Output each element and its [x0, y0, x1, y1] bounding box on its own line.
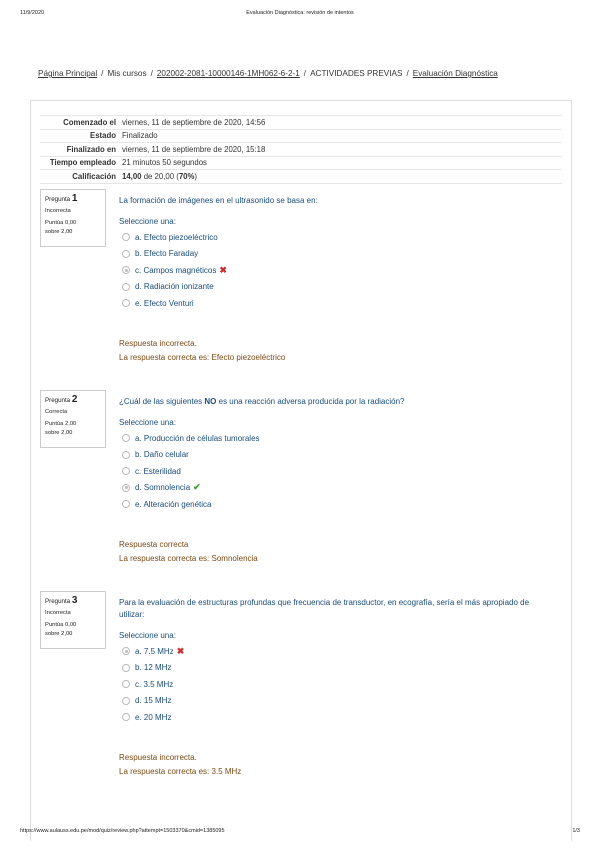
breadcrumb-separator: /	[150, 69, 153, 78]
answer-option[interactable]	[119, 295, 549, 312]
radio-button[interactable]	[122, 451, 130, 459]
radio-button[interactable]	[122, 299, 130, 307]
feedback-block	[119, 337, 285, 365]
summary-row-grade	[40, 170, 562, 184]
option-label: d. 15 MHz	[135, 696, 172, 706]
option-label: b. Daño celular	[135, 450, 189, 460]
summary-row-state	[40, 129, 562, 143]
grade-score: 14,00	[122, 171, 142, 181]
option-label: e. 20 MHz	[135, 712, 172, 722]
question-state: Incorrecta	[45, 208, 71, 214]
print-header	[20, 10, 580, 20]
summary-label: Comenzado el	[63, 117, 116, 127]
select-prompt: Seleccione una:	[119, 418, 176, 427]
grade-total: de 20,00 (	[143, 171, 179, 181]
option-label: b. Efecto Faraday	[135, 249, 199, 259]
radio-button[interactable]	[122, 713, 130, 721]
option-label: c. Campos magnéticos	[135, 265, 217, 275]
question-points: Puntúa 0,00	[45, 622, 77, 628]
incorrect-x-icon: ✖	[176, 645, 185, 656]
grade-value	[122, 170, 562, 184]
answer-option[interactable]	[119, 246, 549, 263]
question-number-value: 3	[71, 595, 78, 606]
question-text-part: ¿Cuál de las siguientes	[119, 397, 205, 406]
print-footer	[20, 828, 580, 838]
question-info-box	[40, 591, 106, 649]
question-content	[119, 189, 549, 362]
radio-button[interactable]	[122, 697, 130, 705]
summary-value: viernes, 11 de septiembre de 2020, 14:56	[122, 117, 266, 127]
summary-row-started	[40, 116, 562, 130]
breadcrumb-separator: /	[303, 69, 307, 78]
breadcrumb-course-link[interactable]: 202002-2081-10000146-1MH062-6-2-1	[156, 69, 300, 78]
radio-button[interactable]	[122, 467, 130, 475]
feedback-block	[119, 751, 241, 779]
question-max-points: sobre 2,00	[45, 228, 73, 235]
answer-option[interactable]	[119, 676, 549, 693]
answer-options	[119, 643, 549, 726]
answer-option-selected[interactable]	[119, 643, 549, 660]
answer-options	[119, 229, 549, 312]
answer-option[interactable]	[119, 229, 549, 246]
answer-option-selected[interactable]	[119, 480, 549, 497]
question-text	[119, 396, 549, 408]
question-info-box	[40, 189, 106, 247]
radio-button[interactable]	[122, 664, 130, 672]
question-label: Pregunta	[45, 598, 71, 605]
option-label: a. 7.5 MHz	[135, 646, 174, 656]
print-title: Evaluación Diagnóstica: revisión de intentos	[246, 10, 354, 16]
right-answer-text: La respuesta correcta es: 3.5 MHz	[119, 767, 242, 776]
question-label: Pregunta	[45, 397, 71, 404]
answer-option[interactable]	[119, 693, 549, 710]
summary-label: Finalizado en	[66, 144, 116, 154]
question-content	[119, 390, 549, 563]
summary-value: viernes, 11 de septiembre de 2020, 15:18	[122, 144, 266, 154]
breadcrumb-separator: /	[101, 69, 104, 78]
review-panel	[30, 100, 572, 841]
question-max-points: sobre 2,00	[45, 630, 73, 637]
summary-row-time-taken	[40, 156, 562, 170]
radio-button[interactable]	[122, 500, 130, 508]
feedback-text: Respuesta correcta	[119, 540, 189, 549]
attempt-summary-table	[40, 115, 562, 184]
summary-label: Tiempo empleado	[49, 158, 116, 168]
radio-button[interactable]	[122, 283, 130, 291]
feedback-text: Respuesta incorrecta.	[119, 753, 197, 762]
answer-option[interactable]	[119, 430, 549, 447]
option-label: a. Producción de células tumorales	[135, 433, 260, 443]
question-grade	[45, 621, 101, 638]
question-points: Puntúa 0,00	[45, 220, 77, 226]
radio-button[interactable]	[122, 434, 130, 442]
grade-close: )	[194, 171, 198, 181]
option-label: b. 12 MHz	[135, 663, 172, 673]
question-text-part: es una reacción adversa producida por la radiación?	[216, 397, 405, 406]
answer-option[interactable]	[119, 709, 549, 726]
option-label: d. Radiación ionizante	[135, 282, 214, 292]
question-text-emphasis: NO	[204, 397, 217, 406]
breadcrumb-separator: /	[406, 69, 409, 78]
option-label: e. Alteración genética	[135, 499, 212, 509]
right-answer-text: La respuesta correcta es: Efecto piezoeléctrico	[119, 353, 286, 362]
summary-value: 21 minutos 50 segundos	[122, 158, 207, 168]
answer-option[interactable]	[119, 279, 549, 296]
breadcrumb-home-link[interactable]: Página Principal	[38, 69, 98, 78]
grade-percent: 70%	[178, 171, 195, 181]
question-number-value: 1	[71, 193, 78, 204]
question-max-points: sobre 2,00	[45, 429, 73, 436]
question-content	[119, 591, 549, 776]
answer-option[interactable]	[119, 463, 549, 480]
summary-row-finished	[40, 143, 562, 157]
question-number	[45, 595, 101, 606]
option-label: c. Esterilidad	[135, 466, 181, 476]
question-text: La formación de imágenes en el ultrasonido se basa en:	[119, 196, 318, 205]
radio-button[interactable]	[122, 233, 130, 241]
select-prompt: Seleccione una:	[119, 631, 176, 640]
answer-option-selected[interactable]	[119, 262, 549, 279]
select-prompt: Seleccione una:	[119, 217, 176, 226]
breadcrumb	[38, 69, 498, 78]
question-points: Puntúa 2,00	[45, 421, 77, 427]
question-state: Incorrecta	[45, 610, 71, 616]
question-info-box	[40, 390, 106, 448]
question-label: Pregunta	[45, 196, 71, 203]
question-number	[45, 193, 101, 204]
radio-button-checked[interactable]	[122, 647, 130, 655]
summary-value: Finalizado	[122, 131, 158, 141]
feedback-text: Respuesta incorrecta.	[119, 339, 197, 348]
breadcrumb-my-courses[interactable]: Mis cursos	[107, 69, 147, 78]
option-label: a. Efecto piezoeléctrico	[135, 232, 218, 242]
question-state: Correcta	[45, 409, 68, 415]
answer-option[interactable]	[119, 660, 549, 677]
option-label: d. Somnolencia	[135, 483, 191, 493]
print-date: 11/9/2020	[20, 10, 45, 16]
radio-button[interactable]	[122, 250, 130, 258]
question-grade	[45, 219, 101, 236]
answer-option[interactable]	[119, 447, 549, 464]
question-text: Para la evaluación de estructuras profundas que frecuencia de transductor, en ecografía, sería el más apropiado de utilizar:	[119, 598, 530, 619]
radio-button-checked[interactable]	[122, 266, 130, 274]
right-answer-text: La respuesta correcta es: Somnolencia	[119, 554, 258, 563]
print-page-number: 1/3	[572, 828, 580, 834]
summary-label: Calificación	[72, 171, 116, 181]
answer-options	[119, 430, 549, 513]
radio-button[interactable]	[122, 680, 130, 688]
question-number-value: 2	[71, 394, 78, 405]
feedback-block	[119, 538, 258, 566]
answer-option[interactable]	[119, 496, 549, 513]
breadcrumb-activity-link[interactable]: Evaluación Diagnóstica	[412, 69, 498, 78]
print-url: https://www.aulauss.edu.pe/mod/quiz/review.php?attempt=1503370&cmid=1385095	[20, 828, 225, 834]
option-label: c. 3.5 MHz	[135, 679, 174, 689]
question-number	[45, 394, 101, 405]
correct-check-icon: ✔	[193, 482, 201, 493]
breadcrumb-section[interactable]: ACTIVIDADES PREVIAS	[310, 69, 403, 78]
question-grade	[45, 420, 101, 437]
summary-label: Estado	[90, 131, 116, 141]
radio-button-checked[interactable]	[122, 484, 130, 492]
option-label: e. Efecto Venturi	[135, 298, 194, 308]
incorrect-x-icon: ✖	[219, 264, 227, 275]
